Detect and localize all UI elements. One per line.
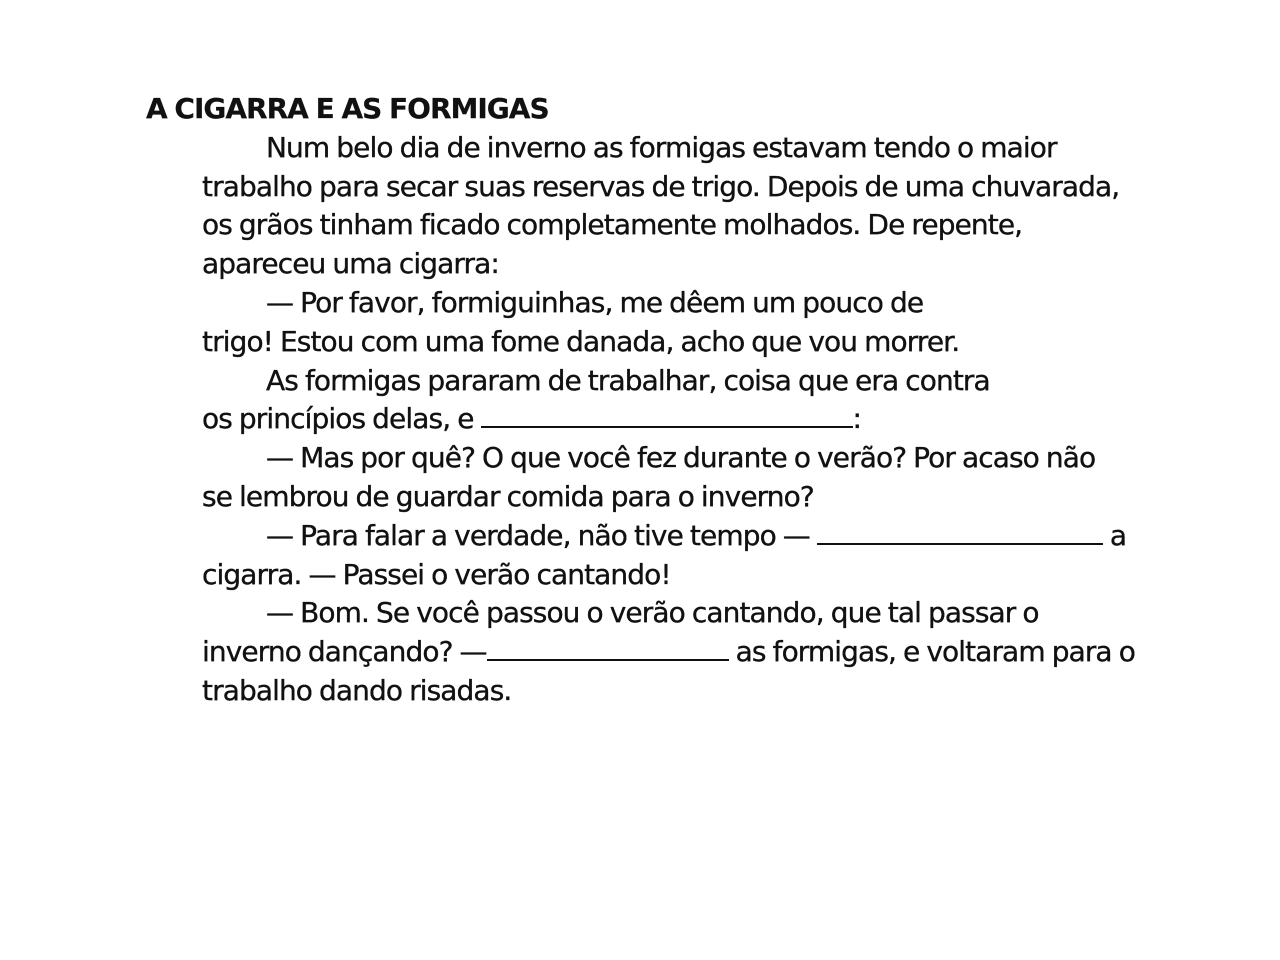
paragraph-line: — Bom. Se você passou o verão cantando, que tal passar o	[266, 596, 1039, 630]
paragraph-1	[138, 129, 1198, 284]
paragraph-2	[138, 284, 1198, 362]
paragraph-5	[138, 517, 1198, 595]
paragraph-line	[138, 517, 1198, 556]
paragraph-line: trabalho dando risadas.	[202, 673, 512, 707]
story-title: A CIGARRA E AS FORMIGAS	[146, 92, 549, 125]
paragraph-line: apareceu uma cigarra:	[202, 247, 499, 281]
paragraph-line: se lembrou de guardar comida para o inverno?	[202, 479, 814, 513]
paragraph-line: — Mas por quê? O que você fez durante o verão? Por acaso não	[266, 441, 1096, 475]
paragraph-line: cigarra. — Passei o verão cantando!	[202, 557, 671, 591]
paragraph-line	[138, 633, 1198, 672]
paragraph-4	[138, 439, 1198, 517]
paragraph-line: — Por favor, formiguinhas, me dêem um pouco de	[266, 285, 924, 319]
line-text: inverno dançando? —	[202, 635, 487, 669]
line-text: as formigas, e voltaram para o	[728, 635, 1135, 669]
fill-in-blank-3[interactable]	[487, 635, 729, 661]
paragraph-3	[138, 362, 1198, 440]
paragraph-line	[138, 400, 1198, 439]
paragraph-line: os grãos tinham ficado completamente molhados. De repente,	[202, 208, 1023, 242]
paragraph-line: trigo! Estou com uma fome danada, acho que vou morrer.	[202, 324, 960, 358]
line-text: os princípios delas, e	[202, 402, 481, 436]
line-text: :	[852, 402, 862, 436]
document	[138, 90, 1198, 711]
paragraph-line: As formigas pararam de trabalhar, coisa que era contra	[266, 363, 990, 397]
fill-in-blank-2[interactable]	[817, 519, 1103, 545]
line-text: a	[1102, 518, 1127, 552]
paragraph-line: trabalho para secar suas reservas de trigo. Depois de uma chuvarada,	[202, 169, 1120, 203]
line-text: — Para falar a verdade, não tive tempo —	[266, 518, 817, 552]
fill-in-blank-1[interactable]	[481, 402, 853, 428]
paragraph-line: Num belo dia de inverno as formigas estavam tendo o maior	[266, 130, 1057, 164]
paragraph-6	[138, 594, 1198, 710]
